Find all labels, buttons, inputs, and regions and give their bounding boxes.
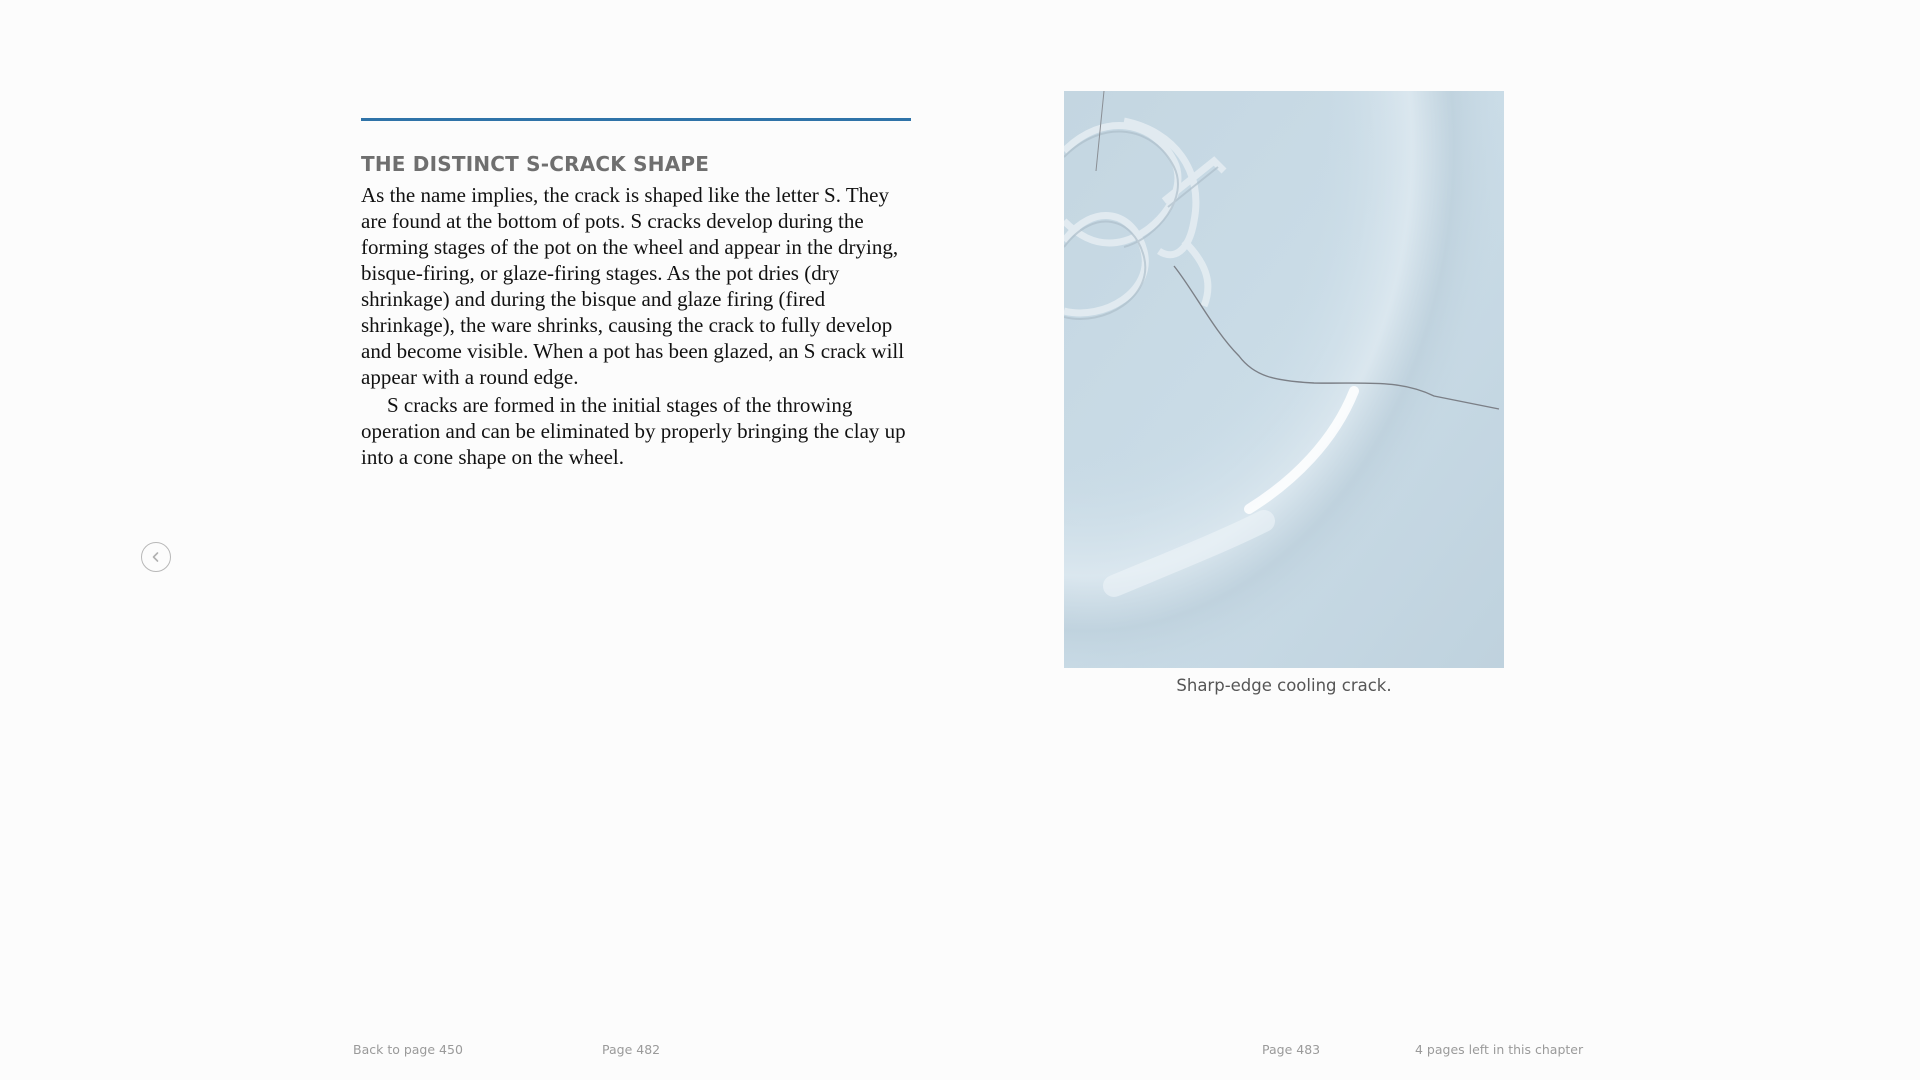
body-text [361, 182, 911, 470]
left-page [361, 118, 911, 470]
figure [1064, 91, 1504, 695]
paragraph: S cracks are formed in the initial stages of the throwing operation and can be eliminated by properly bringing the clay up into a cone shape on the wheel. [361, 393, 906, 469]
pages-left-indicator: 4 pages left in this chapter [1415, 1042, 1584, 1057]
section-rule [361, 118, 911, 121]
section-heading: THE DISTINCT S-CRACK SHAPE [361, 152, 710, 176]
chevron-left-icon [150, 551, 162, 563]
left-page-number: Page 482 [602, 1042, 661, 1057]
back-to-page-link[interactable]: Back to page 450 [353, 1042, 463, 1057]
right-page-number: Page 483 [1262, 1042, 1321, 1057]
previous-page-button[interactable] [141, 542, 171, 572]
figure-caption: Sharp-edge cooling crack. [1176, 676, 1392, 695]
crack-photo [1064, 91, 1504, 668]
paragraph: As the name implies, the crack is shaped like the letter S. They are found at the bottom of pots. S cracks develop during the forming stages of the pot on the wheel and appear in the drying, bisque-firing, or glaze-firing stages. As the pot dries (dry shrinkage) and during the bisque and glaze firing (fired shrinkage), the ware shrinks, causing the crack to fully develop and become visible. When a pot has been glazed, an S crack will appear with a round edge. [361, 183, 905, 389]
